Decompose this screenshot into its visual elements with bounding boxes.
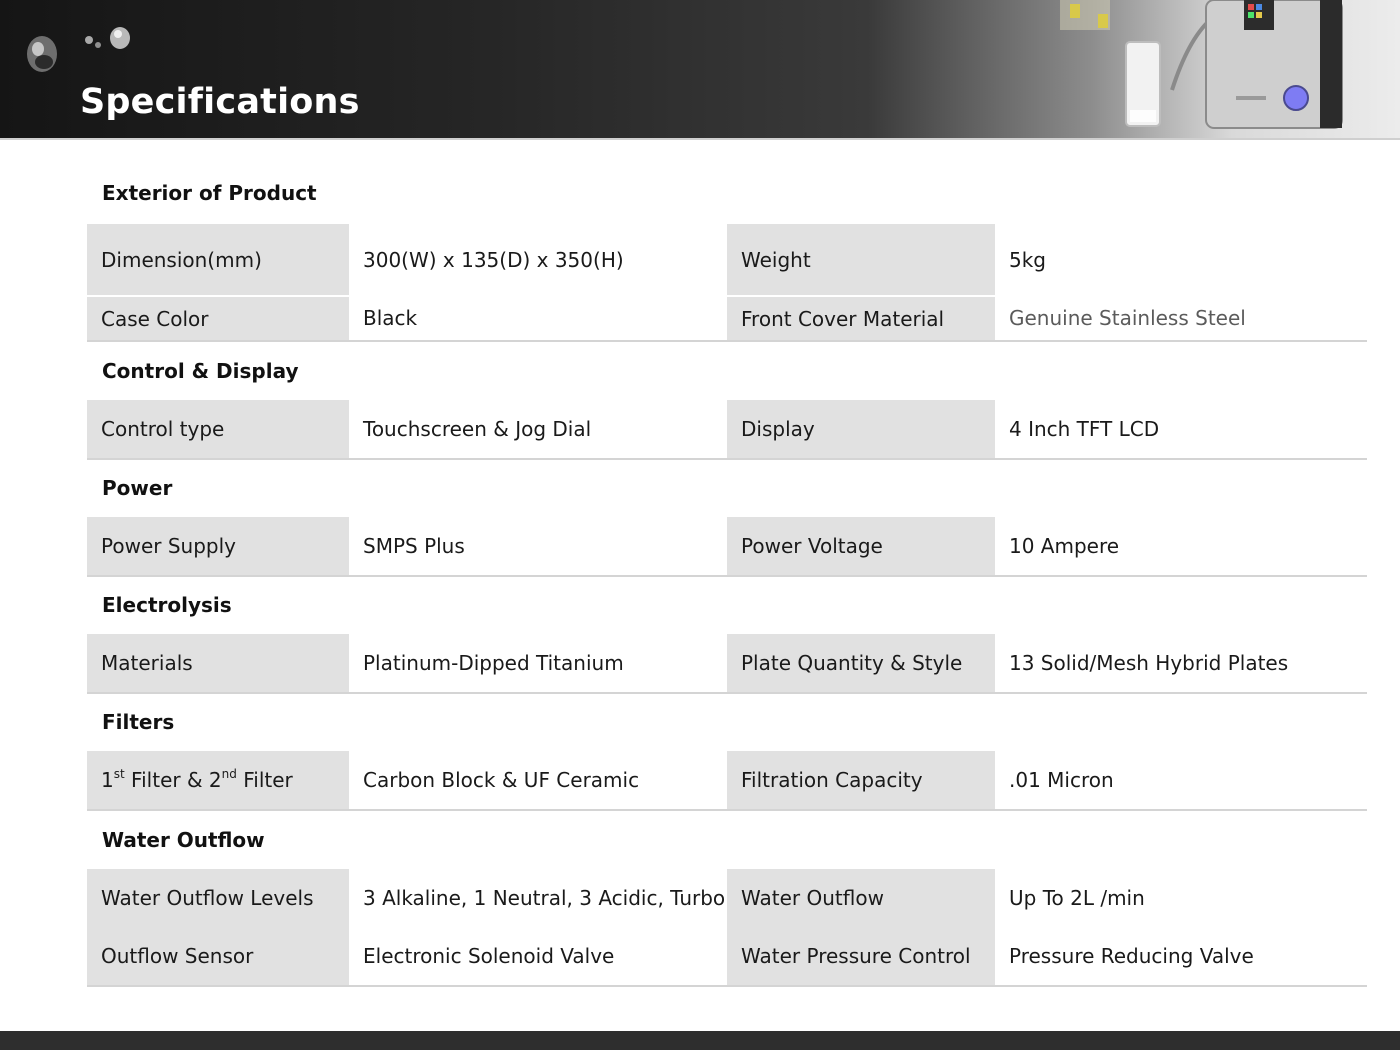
table-row [87, 751, 1367, 810]
spec-label: Weight [727, 224, 995, 296]
filter-label-end: Filter [236, 768, 293, 792]
table-row [87, 634, 1367, 693]
header-divider [0, 138, 1400, 140]
section-title: Water Outflow [102, 828, 265, 852]
spec-value: Carbon Block & UF Ceramic [349, 751, 727, 810]
section-title: Control & Display [102, 359, 299, 383]
spec-grid [87, 224, 1367, 342]
spec-grid [87, 517, 1367, 577]
spec-label: Plate Quantity & Style [727, 634, 995, 693]
spec-label: Display [727, 400, 995, 459]
filter-label-sup2: nd [221, 767, 237, 781]
spec-value: 10 Ampere [995, 517, 1367, 576]
section-control-display [87, 342, 1367, 460]
spec-value: Pressure Reducing Valve [995, 927, 1367, 986]
spec-value: 13 Solid/Mesh Hybrid Plates [995, 634, 1367, 693]
spec-grid [87, 400, 1367, 460]
section-exterior [87, 162, 1367, 342]
spec-value: Black [349, 296, 727, 341]
spec-label: Outflow Sensor [87, 927, 349, 986]
spec-value: Up To 2L /min [995, 869, 1367, 927]
section-power [87, 460, 1367, 577]
section-title: Filters [102, 710, 175, 734]
spec-label: Dimension(mm) [87, 224, 349, 296]
spec-label: Case Color [87, 296, 349, 341]
spec-value: Touchscreen & Jog Dial [349, 400, 727, 459]
spec-value: Genuine Stainless Steel [995, 296, 1367, 341]
spec-grid [87, 751, 1367, 811]
water-drops-icon [22, 18, 142, 88]
spec-label: Water Pressure Control [727, 927, 995, 986]
table-row [87, 224, 1367, 296]
spec-value: SMPS Plus [349, 517, 727, 576]
spec-label-filters [87, 751, 349, 810]
filter-label-mid: Filter & 2 [124, 768, 222, 792]
table-row [87, 296, 1367, 341]
section-title: Exterior of Product [102, 181, 317, 205]
spec-value: Platinum-Dipped Titanium [349, 634, 727, 693]
page-title: Specifications [80, 82, 360, 122]
section-title: Power [102, 476, 173, 500]
spec-label: Water Outflow Levels [87, 869, 349, 927]
spec-label: Filtration Capacity [727, 751, 995, 810]
spec-value: Electronic Solenoid Valve [349, 927, 727, 986]
spec-label: Power Voltage [727, 517, 995, 576]
glass-icon [1126, 42, 1160, 126]
section-filters [87, 694, 1367, 811]
spec-label: Front Cover Material [727, 296, 995, 341]
section-electrolysis [87, 577, 1367, 694]
table-row [87, 869, 1367, 927]
spec-value: 3 Alkaline, 1 Neutral, 3 Acidic, Turbo [349, 869, 727, 927]
footer-bar [0, 1031, 1400, 1050]
filter-label-sup1: st [113, 767, 125, 781]
spec-grid [87, 869, 1367, 987]
spec-label: Power Supply [87, 517, 349, 576]
specifications-table [87, 162, 1367, 987]
spec-label: Materials [87, 634, 349, 693]
spec-label: Water Outflow [727, 869, 995, 927]
spec-label: Control type [87, 400, 349, 459]
table-row [87, 400, 1367, 459]
filter-label-n1: 1 [101, 768, 114, 792]
spec-value: 5kg [995, 224, 1367, 296]
water-ionizer-product-image [1040, 0, 1400, 138]
spec-value: .01 Micron [995, 751, 1367, 810]
spec-grid [87, 634, 1367, 694]
table-row [87, 517, 1367, 576]
table-row [87, 927, 1367, 986]
section-title: Electrolysis [102, 593, 232, 617]
spec-value: 300(W) x 135(D) x 350(H) [349, 224, 727, 296]
section-water-outflow [87, 811, 1367, 987]
spec-value: 4 Inch TFT LCD [995, 400, 1367, 459]
header-banner [0, 0, 1400, 138]
